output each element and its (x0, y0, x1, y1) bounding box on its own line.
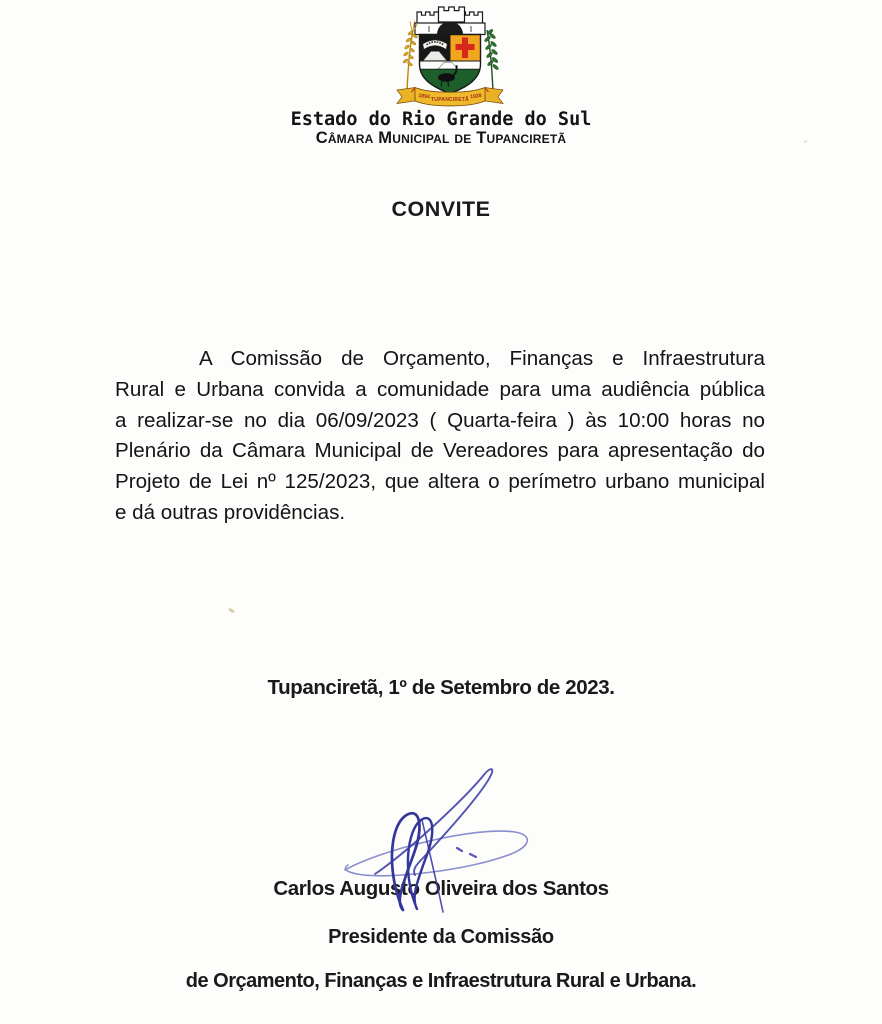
body-line-3: a realizar-se no dia 06/09/2023 ( Quarta-feira ) às 10:00 horas no (115, 408, 765, 432)
state-name-line: Estado do Rio Grande do Sul (290, 109, 592, 130)
ribbon-year-right: 1928 (469, 92, 483, 101)
body-line-1: A Comissão de Orçamento, Finanças e Infraestrutura (199, 347, 765, 370)
chamber-name-line: Câmara Municipal de Tupanciretã (315, 129, 567, 147)
place-date-line: Tupanciretã, 1º de Setembro de 2023. (267, 676, 615, 699)
handwritten-signature-icon (325, 762, 550, 914)
body-line-4: Plenário da Câmara Municipal de Vereadores para apresentação do (115, 439, 765, 463)
scan-speck (228, 607, 236, 613)
signatory-role-line-2: de Orçamento, Finanças e Infraestrutura Rural e Urbana. (185, 970, 697, 992)
ribbon-year-left: 1894 (417, 92, 431, 101)
leafy-branch-icon (484, 28, 500, 92)
scan-speck (804, 140, 807, 143)
document-title: CONVITE (391, 197, 491, 221)
body-line-5: Projeto de Lei nº 125/2023, que altera o perímetro urbano municipal (115, 470, 765, 494)
signatory-name: Carlos Augusto Oliveira dos Santos (273, 877, 609, 900)
tupancireta-coat-of-arms-icon (391, 4, 509, 107)
ribbon-city-name: TUPANCIRETÃ (431, 96, 469, 103)
body-line-2: Rural e Urbana convida a comunidade para uma audiência pública (115, 377, 765, 401)
signatory-role-line-1: Presidente da Comissão (328, 926, 554, 948)
mural-crown-icon (415, 7, 485, 35)
invitation-paragraph (115, 344, 765, 529)
shield (420, 35, 481, 94)
body-line-6: e dá outras providências. (115, 500, 346, 524)
